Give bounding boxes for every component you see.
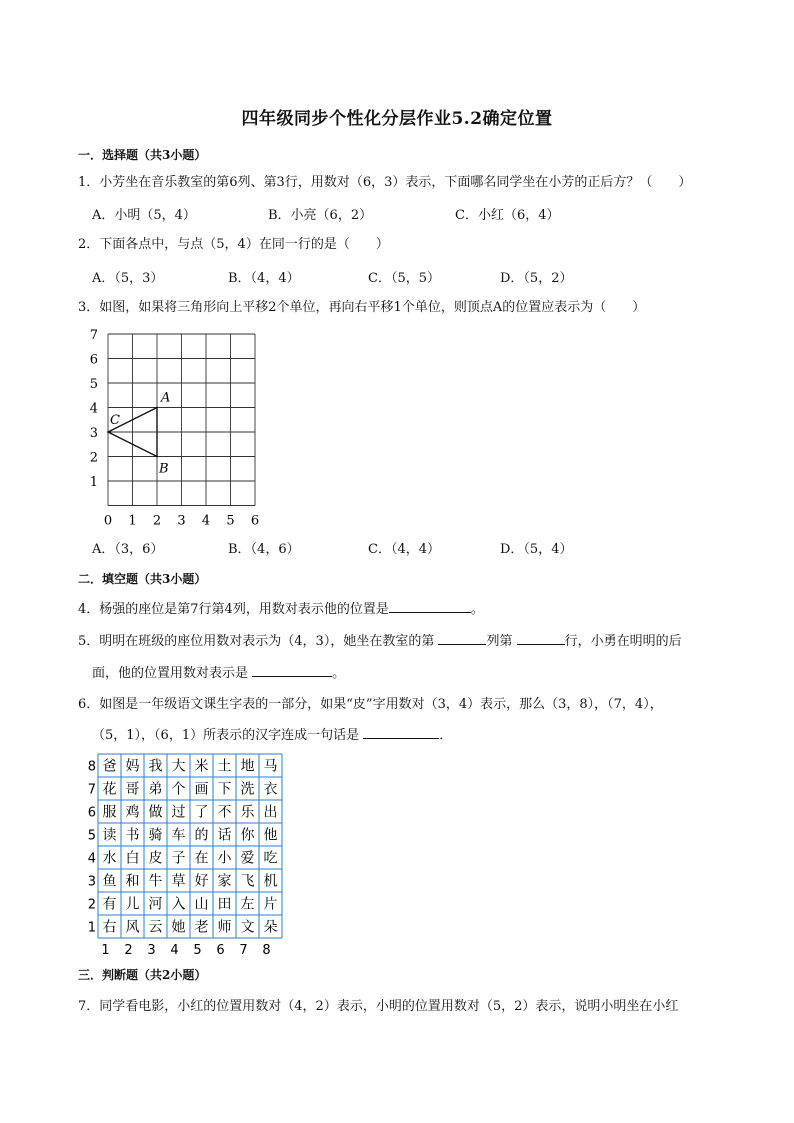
y-axis-tick-label: 2 [89,450,98,466]
table-cell-character: 家 [217,873,232,890]
table-cell-character: 个 [171,781,186,798]
row-label: 6 [88,805,96,821]
question-2-option-b: B．（4，4） [228,271,300,286]
table-cell-character: 弟 [148,781,163,798]
x-axis-tick-label: 0 [103,513,113,529]
table-cell-character: 小 [217,850,232,867]
table-cell-character: 读 [102,827,117,844]
question-4-text: 4．杨强的座位是第7行第4列，用数对表示他的位置是 [78,602,389,617]
question-3-option-b: B．（4，6） [228,542,300,557]
grid-lines [108,334,255,506]
y-axis-tick-label: 5 [89,377,98,392]
answer-blank[interactable] [517,630,565,645]
question-6-text-b: ． [439,728,453,743]
table-cell-character: 入 [171,896,186,913]
question-1-option-c: C．小红（6，4） [455,208,560,223]
table-cell-character: 鸡 [125,804,140,821]
table-cell-character: 乐 [240,804,255,821]
question-1-option-b: B．小亮（6，2） [268,208,373,223]
question-2-option-a: A．（5，3） [92,271,164,286]
question-6-line-1: 6．如图是一年级语文课生字表的一部分，如果“皮”字用数对（3，4）表示，那么（3，8），（7，4）， [78,697,663,712]
section-fill-heading: 二．填空题（共3小题） [78,572,207,586]
table-cell-character: 画 [194,781,209,798]
table-cell-character: 服 [102,804,117,821]
question-5-text-c: 行，小勇在明明的后 [564,634,682,649]
table-cell-character: 儿 [125,896,140,913]
x-axis-tick-label: 3 [177,513,186,529]
table-cell-character: 话 [217,827,232,844]
row-label: 2 [88,897,96,913]
question-7-text: 7．同学看电影，小红的位置用数对（4，2）表示，小明的位置用数对（5，2）表示，说明小明坐在小红 [78,999,679,1014]
column-label: 6 [216,943,225,958]
table-cell-character: 朵 [263,919,278,936]
section-choice-heading: 一．选择题（共3小题） [78,148,207,162]
question-5-line-2 [92,662,345,685]
table-cell-character: 鱼 [102,873,117,890]
column-label: 5 [193,943,202,958]
vertex-label-a: A [161,390,171,406]
table-cell-character: 师 [217,919,232,936]
table-cell-character: 子 [171,850,186,867]
table-cell-character: 草 [171,873,186,890]
answer-blank[interactable] [438,630,486,645]
coordinate-grid-figure [84,326,274,532]
x-axis-tick-label: 5 [226,513,235,529]
table-cell-character: 牛 [148,873,163,890]
question-5-text-e: 。 [332,666,346,681]
table-cell-character: 文 [240,919,255,936]
question-4 [78,598,484,621]
table-cell-character: 左 [240,896,255,913]
table-cell-character: 皮 [148,850,163,867]
x-axis-tick-label: 1 [128,513,137,529]
y-axis-tick-label: 4 [89,401,98,417]
table-cell-character: 马 [263,758,278,775]
question-3-text: 3．如图，如果将三角形向上平移2个单位，再向右平移1个单位，则顶点A的位置应表示为（ ） [78,300,646,315]
character-table-figure [88,752,294,958]
table-cell-character: 你 [240,827,255,844]
question-4-end: 。 [470,602,484,617]
table-cell-character: 飞 [240,873,255,890]
table-cell-character: 大 [171,758,186,775]
question-2-option-c: C．（5，5） [368,271,440,286]
column-label: 7 [239,943,248,958]
table-cell-character: 爸 [102,758,117,775]
table-cell-character: 了 [194,804,209,821]
row-label: 5 [88,828,96,844]
answer-blank[interactable] [363,724,439,739]
table-cell-character: 过 [171,804,186,821]
y-axis-tick-label: 6 [89,352,98,368]
table-cell-character: 哥 [125,781,140,798]
x-axis-tick-label: 2 [152,513,162,529]
table-cell-character: 右 [102,919,117,936]
section-judge-heading: 三．判断题（共2小题） [78,968,207,982]
question-5-line-1 [78,630,682,653]
table-cell-character: 云 [148,919,163,936]
question-2-option-d: D．（5，2） [500,271,573,286]
table-cell-character: 片 [263,896,278,913]
table-cell-character: 米 [194,758,209,775]
table-cell-character: 书 [125,827,140,844]
table-cell-character: 下 [217,781,232,798]
question-3-option-a: A．（3，6） [92,542,164,557]
table-cell-character: 风 [125,919,140,936]
table-cell-character: 机 [263,873,278,890]
table-cell-character: 水 [102,850,117,867]
page-title: 四年级同步个性化分层作业5.2确定位置 [241,109,553,129]
question-1-option-a: A．小明（5，4） [92,208,196,223]
question-3-option-c: C．（4，4） [368,542,440,557]
table-cell-character: 妈 [125,758,140,775]
y-axis-tick-label: 1 [89,475,98,490]
question-6-line-2 [92,724,452,747]
x-axis-tick-label: 4 [201,513,211,529]
column-label: 2 [124,943,133,958]
table-cell-character: 不 [217,804,232,821]
table-cell-character: 在 [194,850,209,867]
table-cell-character: 做 [148,804,163,821]
table-cell-character: 衣 [263,781,278,798]
question-1-text: 1．小芳坐在音乐教室的第6列、第3行，用数对（6，3）表示，下面哪名同学坐在小芳的正后方？（ ） [78,175,692,190]
vertex-label-b: B [159,461,169,477]
table-cell-character: 我 [148,758,163,775]
table-cell-character: 好 [194,873,209,890]
table-cell-character: 地 [240,758,255,775]
table-cell-character: 白 [125,850,140,867]
table-cell-character: 山 [194,896,209,913]
row-label: 3 [88,874,96,890]
question-3-option-d: D．（5，4） [500,542,573,557]
table-cell-character: 他 [263,827,278,844]
row-label: 7 [88,782,96,798]
table-cell-character: 洗 [240,781,255,798]
column-label: 1 [101,943,110,958]
table-cell-character: 老 [194,919,209,936]
table-cell-character: 的 [194,827,209,844]
table-cell-character: 和 [125,873,140,890]
answer-blank[interactable] [389,598,471,613]
column-label: 4 [170,943,179,958]
table-cell-character: 她 [171,919,186,936]
question-6-text-a: （5，1），（6，1）所表示的汉字连成一句话是 [92,728,360,743]
table-cell-character: 爱 [240,850,255,867]
y-axis-tick-label: 3 [89,426,98,441]
table-cell-character: 花 [102,781,117,798]
table-cell-character: 田 [217,896,232,913]
table-cell-character: 骑 [148,827,163,844]
answer-blank[interactable] [252,662,332,677]
table-cell-character: 吃 [263,850,278,867]
question-5-text-b: 列第 [486,634,513,649]
row-label: 8 [88,759,96,775]
y-axis-tick-label: 7 [89,328,98,343]
table-cell-character: 出 [263,804,278,821]
question-2-text: 2．下面各点中，与点（5，4）在同一行的是（ ） [78,237,389,252]
column-label: 8 [262,943,271,958]
row-label: 4 [88,851,96,867]
table-cell-character: 土 [217,758,232,775]
vertex-label-c: C [110,413,120,428]
question-5-text-a: 5．明明在班级的座位用数对表示为（4，3），她坐在教室的第 [78,634,435,649]
column-label: 3 [147,943,156,958]
table-cell-character: 有 [102,896,117,913]
row-label: 1 [88,920,96,936]
table-cell-character: 河 [148,896,163,913]
x-axis-tick-label: 6 [250,513,260,529]
question-5-text-d: 面，他的位置用数对表示是 [92,666,249,681]
table-cell-character: 车 [171,827,186,844]
